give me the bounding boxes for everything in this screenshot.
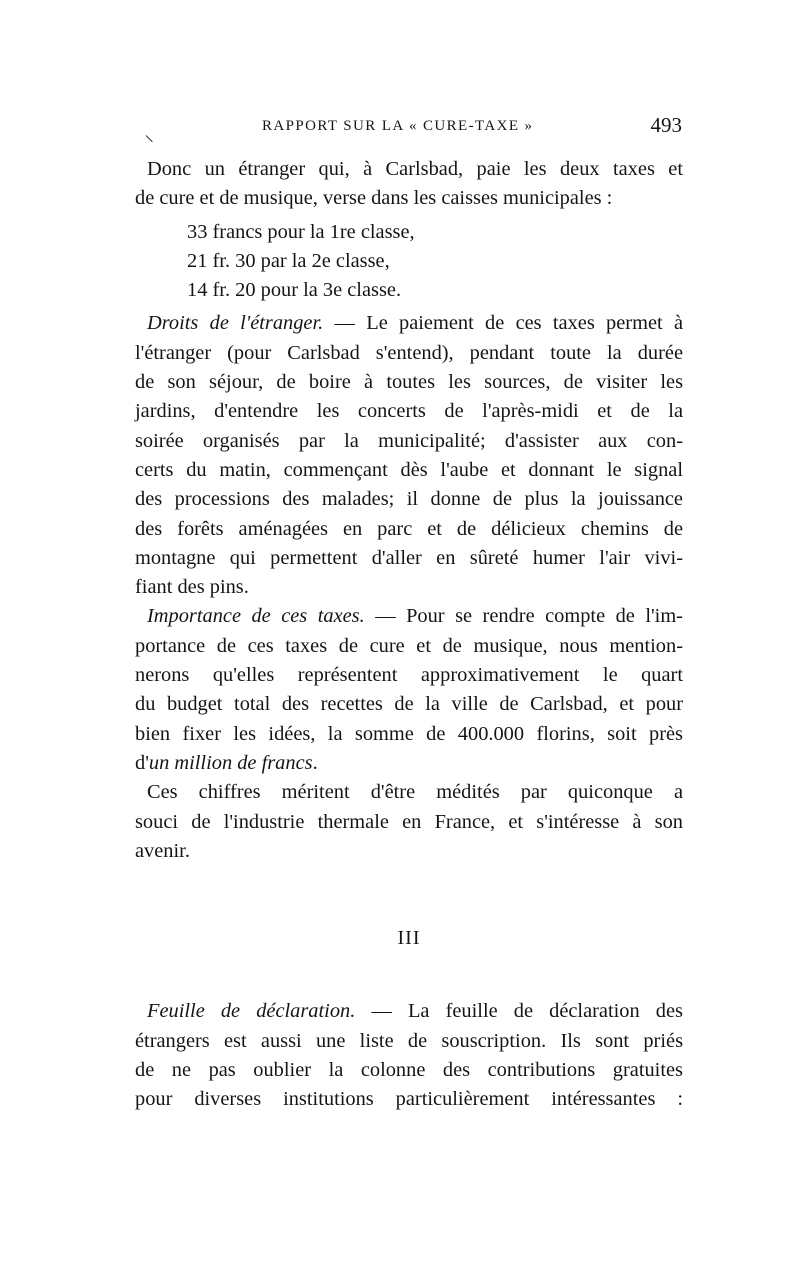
paragraph-line: du budget total des recettes de la ville de Carlsbad, et pour — [135, 693, 683, 716]
paragraph-line: des forêts aménagées en parc et de délicieux chemins de — [135, 517, 683, 540]
paragraph-line: pour diverses institutions particulièrement intéressantes : — [135, 1088, 683, 1111]
paragraph-line: l'étranger (pour Carlsbad s'entend), pendant toute la durée — [135, 341, 683, 364]
paragraph-line: certs du matin, commençant dès l'aube et donnant le signal — [135, 458, 683, 481]
tax-line-text: 14 fr. 20 pour la 3e classe. — [187, 279, 402, 302]
paragraph-line: des processions des malades; il donne de plus la jouissance — [135, 488, 683, 511]
tax-list — [135, 214, 683, 310]
line-text: La feuille de déclaration des — [407, 1000, 683, 1023]
em-dash: — — [355, 1000, 408, 1023]
paragraph-line: Ces chiffres méritent d'être médités par quiconque a — [147, 781, 683, 804]
paragraph-line: souci de l'industrie thermale en France, et s'intéresse à son — [135, 810, 683, 833]
paragraph-line: de cure et de musique, verse dans les caisses municipales : — [135, 187, 613, 210]
spacer — [135, 953, 683, 997]
paragraph-line — [135, 602, 683, 631]
tax-line-text: 21 fr. 30 par la 2e classe, — [187, 249, 390, 272]
body-text — [135, 155, 683, 1115]
em-dash: — — [323, 312, 367, 335]
paragraph-line — [135, 309, 683, 338]
paragraph-line: bien fixer les idées, la somme de 400.000 florins, soit près — [135, 722, 683, 745]
paragraph-line: de ne pas oublier la colonne des contributions gratuites — [135, 1059, 683, 1082]
section-title-feuille: Feuille de déclaration. — [147, 1000, 356, 1023]
section-title-importance: Importance de ces taxes. — [147, 605, 365, 628]
running-header: RAPPORT SUR LA « CURE-TAXE » — [262, 118, 534, 134]
paragraph-line: portance de ces taxes de cure et de musique, nous mention- — [135, 634, 683, 657]
tax-line-text: 33 francs pour la 1re classe, — [187, 220, 415, 243]
section-heading: III — [397, 927, 421, 950]
paragraph-line: Donc un étranger qui, à Carlsbad, paie les deux taxes et — [147, 158, 683, 180]
paragraph-line: nerons qu'elles représentent approximativement le quart — [135, 664, 683, 687]
paragraph-line: avenir. — [135, 839, 190, 862]
tax-line-second-class — [187, 247, 683, 276]
line-text: d' — [135, 751, 149, 774]
italic-phrase: un million de francs — [148, 751, 313, 774]
paragraph-line: soirée organisés par la municipalité; d'assister aux con- — [135, 429, 683, 452]
paragraph-line: étrangers est aussi une liste de souscription. Ils sont priés — [135, 1029, 683, 1052]
section-title-droits: Droits de l'étranger. — [147, 312, 324, 335]
spacer — [135, 866, 683, 924]
paragraph-line — [135, 749, 683, 778]
tax-line-third-class — [187, 276, 683, 305]
page-number: 493 — [650, 113, 682, 137]
margin-mark — [146, 135, 153, 142]
paragraph-line: montagne qui permettent d'aller en sûreté humer l'air vivi- — [135, 546, 683, 569]
paragraph-line — [135, 997, 683, 1026]
paragraph-line: jardins, d'entendre les concerts de l'après-midi et de la — [135, 400, 683, 423]
paragraph-line: de son séjour, de boire à toutes les sources, de visiter les — [135, 371, 683, 394]
line-text: Pour se rendre compte de l'im- — [406, 605, 683, 628]
tax-line-first-class — [187, 218, 683, 247]
em-dash: — — [364, 605, 407, 628]
line-text: . — [312, 751, 318, 774]
line-text: Le paiement de ces taxes permet à — [366, 312, 684, 335]
paragraph-line: fiant des pins. — [135, 576, 249, 599]
